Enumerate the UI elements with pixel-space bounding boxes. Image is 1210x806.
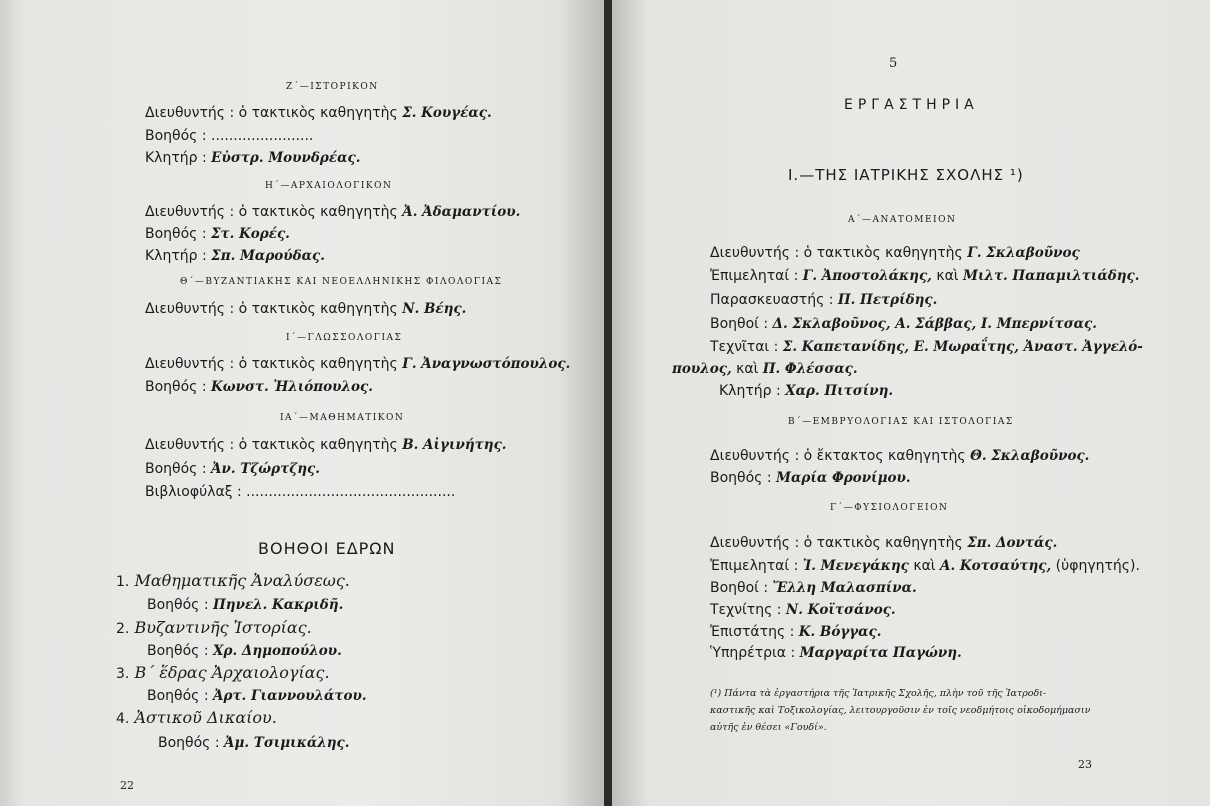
footnote-line-3: αὐτῆς ἐν θέσει «Γουδί». <box>710 722 827 733</box>
anatomy-technicians-continued <box>672 361 858 377</box>
chair-number: 4. <box>116 711 130 727</box>
right-page <box>612 0 1210 806</box>
director-name: Γ. Ἀναγνωστόπουλος. <box>402 356 571 372</box>
foreman-label: Ἐπιστάτης : <box>710 624 795 640</box>
physiology-technician-line <box>710 602 896 618</box>
librarian-dots: ............................................... <box>246 484 456 500</box>
preparer-name: Π. Πετρίδης. <box>837 292 938 308</box>
conjunction: καὶ <box>736 361 759 377</box>
technicians-names-last: Π. Φλέσσας. <box>762 361 858 377</box>
footnote-line-2: καστικῆς καὶ Τοξικολογίας, λειτουργοῦσιν ἐν τοῖς νεοδμήτοις οἰκοδομήμασιν <box>710 705 1091 716</box>
historical-director-line <box>145 105 492 121</box>
chair-item-3 <box>116 663 330 682</box>
assistant-label: Βοηθός : <box>145 226 207 242</box>
right-page-number: 23 <box>1078 758 1092 771</box>
physiology-foreman-line <box>710 624 881 640</box>
technician-name: Ν. Κοϊτσάνος. <box>785 602 896 618</box>
technicians-label: Τεχνῖται : <box>710 339 779 355</box>
chair-number: 3. <box>116 666 130 682</box>
supervisor-2: Μιλτ. Παπαμιλτιάδης. <box>963 268 1140 284</box>
physiology-supervisors-line <box>710 558 1140 574</box>
assistant-label: Βοηθός : <box>147 643 209 659</box>
servant-label: Ὑπηρέτρια : <box>710 645 796 661</box>
assistants-label: Βοηθοί : <box>710 580 769 596</box>
physiology-assistants-line <box>710 580 917 596</box>
keeper-label: Κλητήρ : <box>145 248 207 264</box>
conjunction: καὶ <box>913 558 936 574</box>
assistant-label: Βοηθός : <box>710 470 772 486</box>
anatomy-technicians-line <box>710 339 1143 355</box>
keeper-name: Χαρ. Πιτσίνη. <box>785 383 894 399</box>
assistant-name: Ἀν. Τζώρτζης. <box>211 461 320 477</box>
assistant-label: Βοηθός : <box>145 128 207 144</box>
supervisor-1: Ἰ. Μενεγάκης <box>802 558 909 574</box>
keeper-name: Εὐστρ. Μουνδρέας. <box>211 150 361 166</box>
assistants-label: Βοηθοί : <box>710 316 769 332</box>
chair-item-1 <box>116 571 350 590</box>
chair-title: Β΄ ἕδρας Ἀρχαιολογίας. <box>134 663 330 682</box>
chair-item-4 <box>116 708 277 727</box>
director-label: Διευθυντής : ὁ τακτικὸς καθηγητὴς <box>145 437 398 453</box>
conjunction: καὶ <box>936 268 959 284</box>
chair-number: 2. <box>116 621 130 637</box>
director-label: Διευθυντής : ὁ τακτικὸς καθηγητὴς <box>710 535 963 551</box>
director-name: Θ. Σκλαβοῦνος. <box>970 448 1090 464</box>
chair-assistant-2 <box>147 643 342 659</box>
technicians-names-cont: πουλος, <box>672 361 732 377</box>
linguistics-assistant-line <box>145 379 373 395</box>
keeper-label: Κλητήρ : <box>719 383 781 399</box>
director-name: Ν. Βέης. <box>402 301 467 317</box>
anatomy-assistants-line <box>710 316 1097 332</box>
assistants-names: Δ. Σκλαβοῦνος, Α. Σάββας, Ι. Μπερνίτσας. <box>772 316 1097 332</box>
archaeological-director-line <box>145 204 520 220</box>
left-page-number: 22 <box>120 779 134 792</box>
section-mark: 5 <box>889 56 898 71</box>
supervisor-1: Γ. Ἀποστολάκης, <box>802 268 932 284</box>
keeper-name: Σπ. Μαρούδας. <box>211 248 325 264</box>
section-heading-historical: Ζ΄—ΙΣΤΟΡΙΚΟΝ <box>286 82 379 92</box>
physiology-director-line <box>710 535 1057 551</box>
assistant-name: Χρ. Δημοπούλου. <box>213 643 342 659</box>
assistant-name: Κωνστ. Ἠλιόπουλος. <box>211 379 373 395</box>
labs-title: ΕΡΓΑΣΤΗΡΙΑ <box>844 97 979 113</box>
anatomy-director-line <box>710 245 1080 261</box>
archaeological-keeper-line <box>145 248 325 264</box>
assistant-label: Βοηθός : <box>158 735 220 751</box>
assistant-dots: ....................... <box>211 128 314 144</box>
assistant-name: Μαρία Φρονίμου. <box>776 470 911 486</box>
mathematics-librarian-line <box>145 484 455 500</box>
technicians-names: Σ. Καπετανίδης, Ε. Μωραΐτης, Ἀναστ. Ἀγγελό- <box>782 339 1143 355</box>
director-label: Διευθυντής : ὁ τακτικὸς καθηγητὴς <box>145 356 398 372</box>
chair-number: 1. <box>116 574 130 590</box>
chair-item-2 <box>116 618 312 637</box>
director-name: Β. Αἰγινήτης. <box>402 437 507 453</box>
supervisor-2: Α. Κοτσαύτης, <box>939 558 1052 574</box>
assistant-name: Ἀρτ. Γιαννουλάτου. <box>213 688 367 704</box>
preparer-label: Παρασκευαστής : <box>710 292 834 308</box>
footnote-line-1: (¹) Πάντα τὰ ἐργαστήρια τῆς Ἰατρικῆς Σχολῆς, πλὴν τοῦ τῆς Ἰατροδι- <box>710 688 1047 699</box>
chair-title: Ἀστικοῦ Δικαίου. <box>134 708 277 727</box>
section-heading-physiology: Γ΄—ΦΥΣΙΟΛΟΓΕΙΟΝ <box>830 503 949 513</box>
byzantine-director-line <box>145 301 466 317</box>
assistant-name: Ἀμ. Τσιμικάλης. <box>224 735 350 751</box>
supervisor-note: (ὑφηγητής). <box>1055 558 1140 574</box>
supervisors-label: Ἐπιμεληταί : <box>710 268 799 284</box>
supervisors-label: Ἐπιμεληταί : <box>710 558 799 574</box>
assistants-heading: ΒΟΗΘΟΙ ΕΔΡΩΝ <box>258 539 396 558</box>
embryology-assistant-line <box>710 470 911 486</box>
section-heading-embryology: Β΄—ΕΜΒΡΥΟΛΟΓΙΑΣ ΚΑΙ ΙΣΤΟΛΟΓΙΑΣ <box>788 417 1014 427</box>
historical-assistant-line <box>145 128 313 144</box>
assistant-label: Βοηθός : <box>147 688 209 704</box>
servant-name: Μαργαρίτα Παγώνη. <box>799 645 962 661</box>
director-name: Ἀ. Ἀδαμαντίου. <box>402 204 521 220</box>
librarian-label: Βιβλιοφύλαξ : <box>145 484 242 500</box>
chair-assistant-1 <box>147 597 343 613</box>
assistant-name: Στ. Κορές. <box>211 226 290 242</box>
section-heading-byzantine: Θ΄—ΒΥΖΑΝΤΙΑΚΗΣ ΚΑΙ ΝΕΟΕΛΛΗΝΙΚΗΣ ΦΙΛΟΛΟΓΙΑΣ <box>180 277 503 287</box>
director-label: Διευθυντής : ὁ ἔκτακτος καθηγητὴς <box>710 448 966 464</box>
director-label: Διευθυντής : ὁ τακτικὸς καθηγητὴς <box>145 105 398 121</box>
assistant-label: Βοηθός : <box>145 461 207 477</box>
director-label: Διευθυντής : ὁ τακτικὸς καθηγητὴς <box>145 204 398 220</box>
physiology-servant-line <box>710 645 962 661</box>
technician-label: Τεχνίτης : <box>710 602 782 618</box>
section-heading-linguistics: Ι΄—ΓΛΩΣΣΟΛΟΓΙΑΣ <box>286 333 403 343</box>
mathematics-assistant-line <box>145 461 320 477</box>
medical-school-heading: I.—ΤΗΣ ΙΑΤΡΙΚΗΣ ΣΧΟΛΗΣ ¹) <box>788 166 1024 184</box>
director-name: Σ. Κουγέας. <box>402 105 492 121</box>
assistants-names: Ἔλλη Μαλασπίνα. <box>772 580 917 596</box>
section-heading-anatomy: Α΄—ΑΝΑΤΟΜΕΙΟΝ <box>848 215 957 225</box>
mathematics-director-line <box>145 437 507 453</box>
chair-assistant-3 <box>147 688 367 704</box>
linguistics-director-line <box>145 356 570 372</box>
director-name: Σπ. Δοντάς. <box>967 535 1058 551</box>
keeper-label: Κλητήρ : <box>145 150 207 166</box>
chair-assistant-4 <box>158 735 349 751</box>
chair-title: Βυζαντινῆς Ἱστορίας. <box>134 618 312 637</box>
director-label: Διευθυντής : ὁ τακτικὸς καθηγητὴς <box>710 245 963 261</box>
chair-title: Μαθηματικῆς Ἀναλύσεως. <box>134 571 350 590</box>
historical-keeper-line <box>145 150 360 166</box>
anatomy-supervisors-line <box>710 268 1139 284</box>
director-label: Διευθυντής : ὁ τακτικὸς καθηγητὴς <box>145 301 398 317</box>
foreman-name: Κ. Βόγγας. <box>798 624 882 640</box>
assistant-name: Πηνελ. Κακριδῆ. <box>213 597 344 613</box>
embryology-director-line <box>710 448 1089 464</box>
assistant-label: Βοηθός : <box>145 379 207 395</box>
director-name: Γ. Σκλαβοῦνος <box>967 245 1080 261</box>
anatomy-preparer-line <box>710 292 937 308</box>
section-heading-archaeological: Η΄—ΑΡΧΑΙΟΛΟΓΙΚΟΝ <box>265 181 393 191</box>
assistant-label: Βοηθός : <box>147 597 209 613</box>
section-heading-mathematics: ΙΑ΄—ΜΑΘΗΜΑΤΙΚΟΝ <box>280 413 405 423</box>
anatomy-keeper-line <box>719 383 893 399</box>
archaeological-assistant-line <box>145 226 290 242</box>
